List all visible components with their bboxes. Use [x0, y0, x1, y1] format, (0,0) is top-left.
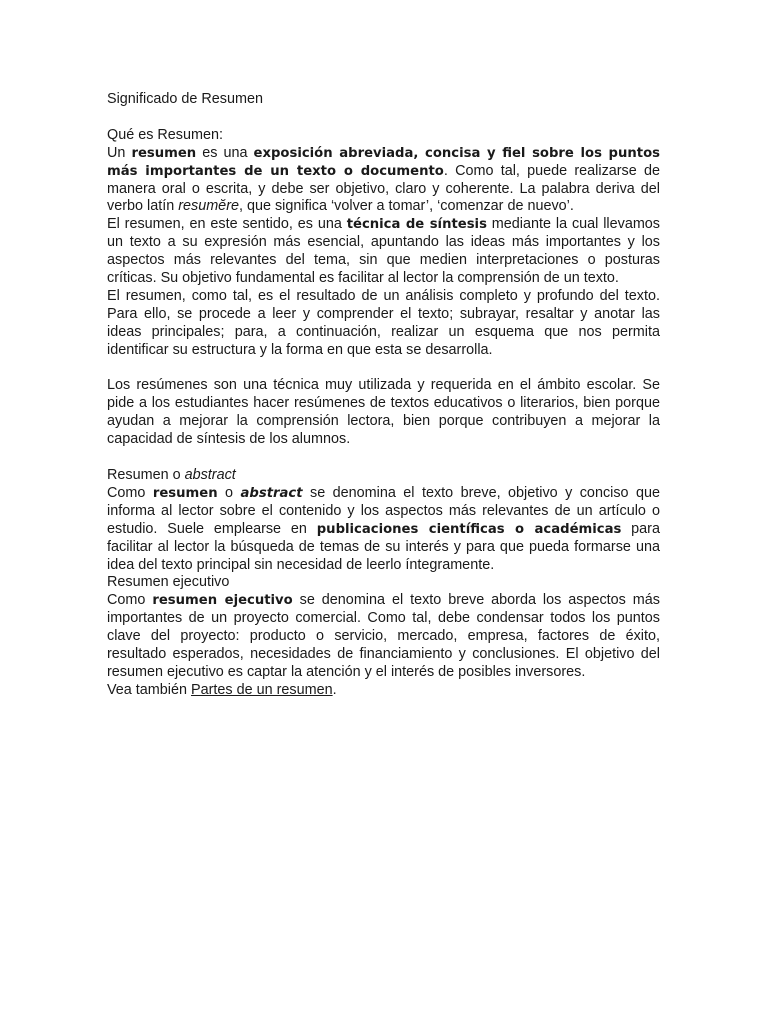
- section-heading-ejecutivo: Resumen ejecutivo: [107, 574, 230, 591]
- see-also-line: Vea también Partes de un resumen.: [107, 681, 337, 698]
- bold-technique: técnica de síntesis: [346, 217, 487, 233]
- bold-term: resumen ejecutivo: [152, 593, 293, 609]
- italic-abstract: abstract: [184, 466, 236, 483]
- spacer: [107, 449, 660, 467]
- section-heading-que-es: Qué es Resumen:: [107, 126, 223, 143]
- bold-term: resumen: [152, 485, 218, 501]
- bold-italic-abstract: abstract: [240, 485, 303, 501]
- bold-term: resumen: [131, 145, 197, 161]
- bold-definition: exposición abreviada, concisa y fiel sobre los puntos más importantes de un texto o documento: [107, 145, 660, 179]
- document-title: Significado de Resumen: [107, 91, 263, 107]
- italic-latin-word: resumĕre: [178, 198, 239, 215]
- paragraph-abstract: Como resumen o abstract se denomina el texto breve, objetivo y conciso que informa al lector sobre el contenido y los aspectos más relevantes de un artículo o estudio. Suele emplearse en publicaciones científicas o académicas para facilitar al lector la búsqueda de temas de su interés y para que pueda formarse una idea del texto principal sin necesidad de leerlo íntegramente.: [107, 484, 660, 573]
- paragraph-technique: El resumen, en este sentido, es una técnica de síntesis mediante la cual llevamos un texto a su expresión más esencial, apuntando las ideas más importantes y los aspectos más relevantes del tema, sin que medien interpretaciones o posturas críticas. Su objetivo fundamental es facilitar al lector la comprensión de un texto.: [107, 216, 661, 287]
- bold-publications: publicaciones científicas o académicas: [316, 521, 622, 537]
- section-heading-abstract: Resumen o abstract: [107, 466, 236, 483]
- spacer: [107, 360, 660, 378]
- paragraph-analysis: El resumen, como tal, es el resultado de un análisis completo y profundo del texto. Para ello, se procede a leer y comprender el texto; subrayar, resaltar y anotar las ideas principales; para, a continuación, realizar un esquema que nos permita identificar su estructura y la forma en que esta se desarrolla.: [107, 287, 660, 358]
- partes-resumen-link[interactable]: Partes de un resumen: [191, 681, 333, 698]
- paragraph-school: Los resúmenes son una técnica muy utilizada y requerida en el ámbito escolar. Se pide a los estudiantes hacer resúmenes de textos educativos o literarios, bien porque ayudan a mejorar la comprensión lectora, bien porque contribuyen a mejorar la capacidad de síntesis de los alumnos.: [107, 377, 660, 448]
- paragraph-definition: Un resumen es una exposición abreviada, concisa y fiel sobre los puntos más importantes de un texto o documento. Como tal, puede realizarse de manera oral o escrita, y debe ser objetivo, claro y coherente. La palabra deriva del verbo latín resumĕre, que significa ‘volver a tomar’, ‘comenzar de nuevo’.: [107, 144, 660, 215]
- spacer: [107, 109, 660, 127]
- document-page: [107, 91, 660, 700]
- paragraph-ejecutivo: Como resumen ejecutivo se denomina el texto breve aborda los aspectos más importantes de un proyecto comercial. Como tal, debe condensar todos los puntos clave del proyecto: producto o servicio, mercado, empresa, factores de éxito, resultado esperados, necesidades de financiamiento y conclusiones. El objetivo del resumen ejecutivo es captar la atención y el interés de posibles inversores.: [107, 592, 660, 680]
